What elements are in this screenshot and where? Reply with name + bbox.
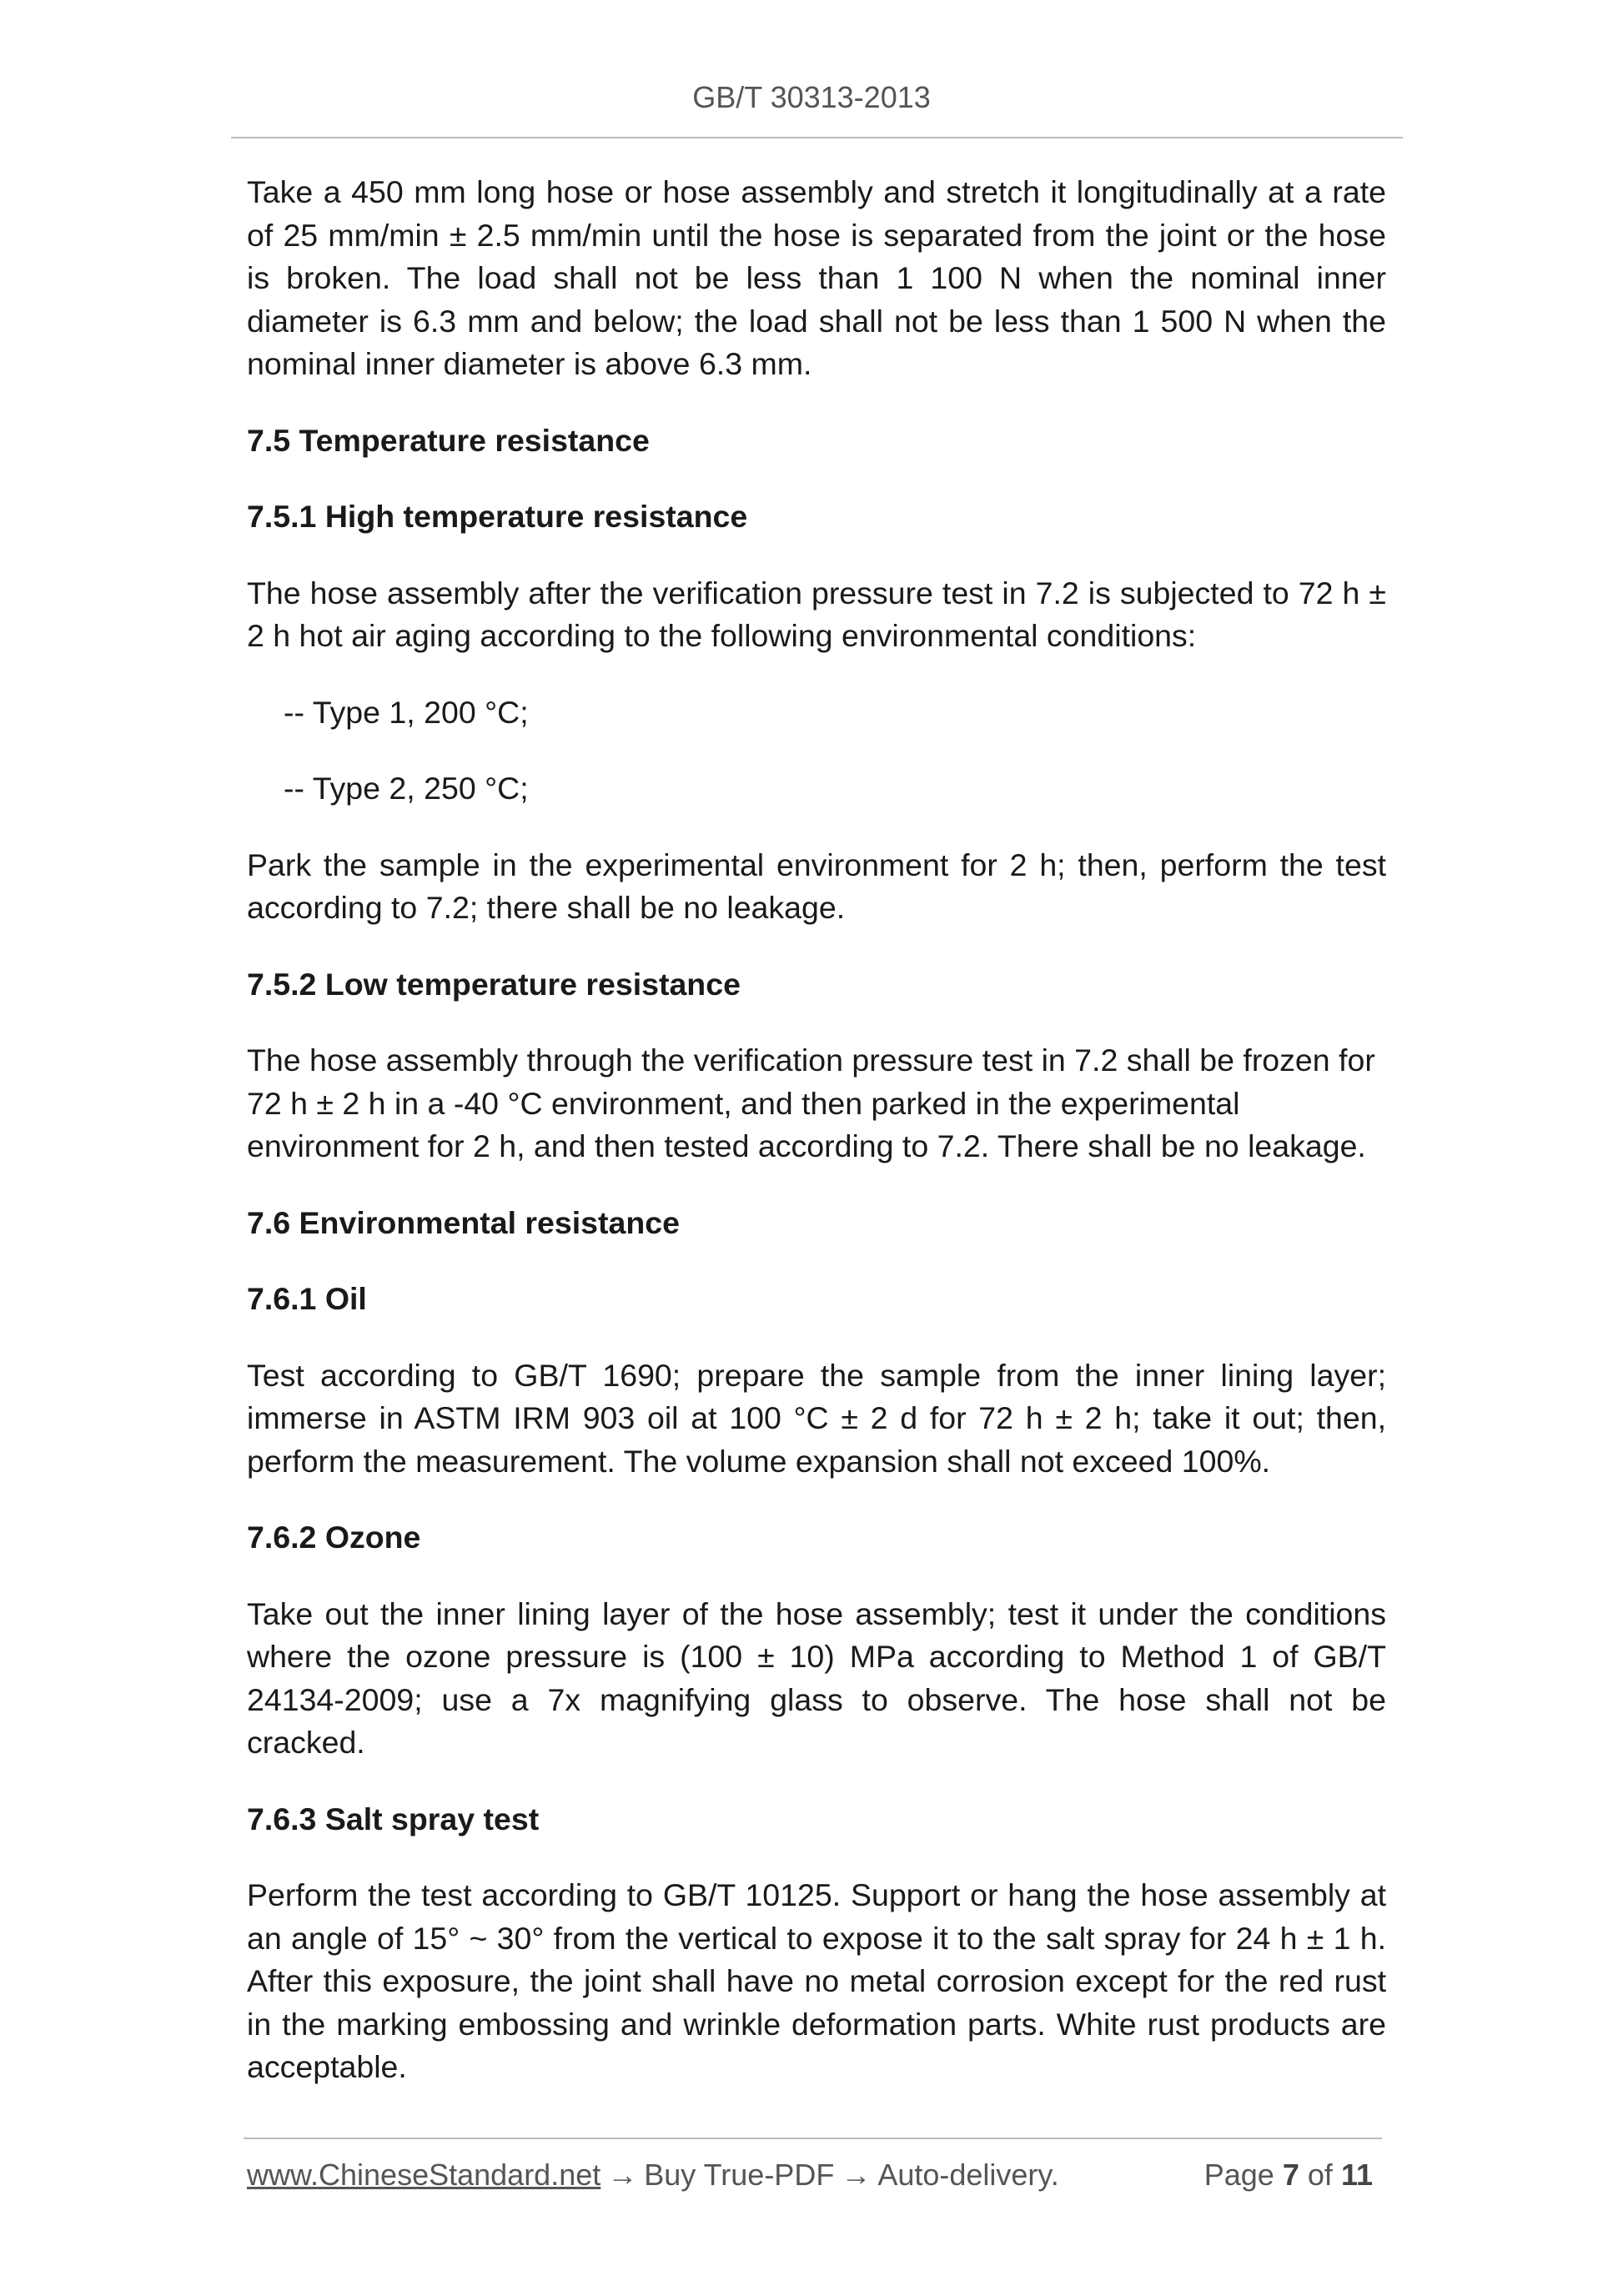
page-label: Page: [1203, 2158, 1274, 2192]
of-label: of: [1307, 2158, 1333, 2192]
section-heading-7-5-1: 7.5.1 High temperature resistance: [247, 499, 748, 534]
paragraph-oil-test: Test according to GB/T 1690; prepare the sample from the inner lining layer; immerse in ASTM IRM 903 oil at 100 °C ± 2 d for 72 h ± 2 h; take it out; then, perform the measurement. The volume expansion shall not exceed 100%.: [247, 1357, 1386, 1479]
arrow-right-icon: →: [841, 2158, 872, 2192]
current-page-number: 7: [1282, 2158, 1299, 2192]
list-item-type-2: -- Type 2, 250 °C;: [284, 771, 529, 806]
section-heading-7-6-2: 7.6.2 Ozone: [247, 1520, 421, 1555]
section-heading-7-5: 7.5 Temperature resistance: [247, 422, 650, 458]
section-heading-7-6: 7.6 Environmental resistance: [247, 1204, 680, 1240]
total-page-number: 11: [1340, 2158, 1373, 2192]
footer-divider: [244, 2138, 1382, 2139]
document-body: [247, 171, 1386, 2123]
section-heading-7-6-3: 7.6.3 Salt spray test: [247, 1801, 540, 1836]
paragraph-tensile-test: Take a 450 mm long hose or hose assembly and stretch it longitudinally at a rate of 25 mm/min ± 2.5 mm/min until the hose is separated from the joint or the hose is broken. The load shall not be less than 1 100 N when the nominal inner diameter is 6.3 mm and below; the load shall not be less than 1 500 N when the nominal inner diameter is above 6.3 mm.: [247, 174, 1386, 381]
website-link[interactable]: www.ChineseStandard.net: [247, 2158, 601, 2192]
standard-code-header: GB/T 30313-2013: [692, 80, 931, 114]
buy-true-pdf-text: Buy True-PDF: [644, 2158, 835, 2192]
section-heading-7-6-1: 7.6.1 Oil: [247, 1281, 367, 1316]
page-number-indicator: [1204, 2158, 1373, 2193]
auto-delivery-text: Auto-delivery.: [877, 2158, 1059, 2192]
footer-purchase-note: [247, 2158, 1059, 2193]
arrow-right-icon: →: [607, 2158, 638, 2192]
header-divider: [231, 137, 1403, 138]
list-item-type-1: -- Type 1, 200 °C;: [284, 694, 529, 730]
paragraph-low-temperature: The hose assembly through the verification pressure test in 7.2 shall be frozen for 72 h ± 2 h in a -40 °C environment, and then parked in the experimental environment for 2 h, and then tested according to 7.2. There shall be no leakage.: [247, 1042, 1375, 1163]
section-heading-7-5-2: 7.5.2 Low temperature resistance: [247, 966, 741, 1002]
paragraph-park-sample: Park the sample in the experimental environment for 2 h; then, perform the test according to 7.2; there shall be no leakage.: [247, 847, 1386, 925]
paragraph-ozone-test: Take out the inner lining layer of the hose assembly; test it under the conditions where the ozone pressure is (100 ± 10) MPa according to Method 1 of GB/T 24134-2009; use a 7x magnifying glass to observe. The hose shall not be cracked.: [247, 1595, 1386, 1760]
paragraph-salt-spray: Perform the test according to GB/T 10125. Support or hang the hose assembly at an angle of 15° ~ 30° from the vertical to expose it to the salt spray for 24 h ± 1 h. After this exposure, the joint shall have no metal corrosion except for the red rust in the marking embossing and wrinkle deformation parts. White rust products are acceptable.: [247, 1877, 1386, 2084]
paragraph-hot-air-aging: The hose assembly after the verification pressure test in 7.2 is subjected to 72 h ± 2 h hot air aging according to the following environmental conditions:: [247, 575, 1386, 653]
